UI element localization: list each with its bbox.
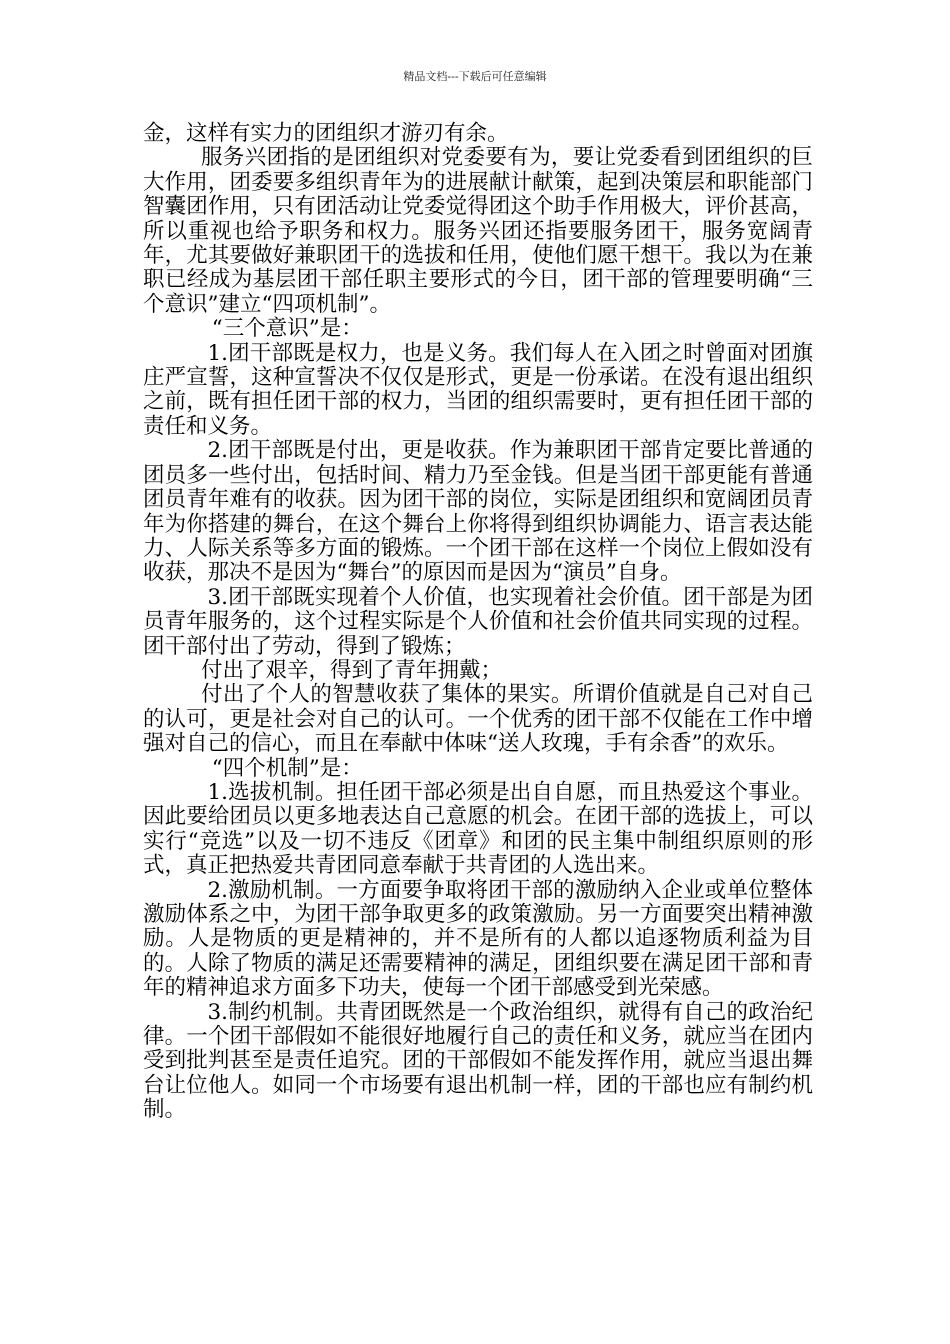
paragraph: 3.制约机制。共青团既然是一个政治组织，就得有自己的政治纪律。一个团干部假如不能很好地履行自己的责任和义务，就应当在团内受到批判甚至是责任追究。团的干部假如不能发挥作用，就应当退出舞台让位他人。如同一个市场要有退出机制一样，团的干部也应有制约机制。 xyxy=(143,999,813,1123)
paragraph: 1.选拔机制。担任团干部必须是出自自愿，而且热爱这个事业。因此要给团员以更多地表达自己意愿的机会。在团干部的选拔上，可以实行“竞选”以及一切不违反《团章》和团的民主集中制组织原则的形式，真正把热爱共青团同意奉献于共青团的人选出来。 xyxy=(143,779,813,879)
paragraph: 付出了个人的智慧收获了集体的果实。所谓价值就是自己对自己的认可，更是社会对自己的认可。一个优秀的团干部不仅能在工作中增强对自己的信心，而且在奉献中体味“送人玫瑰，手有余香”的欢乐。 xyxy=(143,682,813,757)
document-body xyxy=(143,122,813,1123)
section-heading: “四个机制”是： xyxy=(211,755,363,781)
page-header: 精品文档---下载后可任意编辑 xyxy=(403,70,547,83)
paragraph: 服务兴团指的是团组织对党委要有为，要让党委看到团组织的巨大作用，团委要多组织青年为的进展献计献策，起到决策层和职能部门智囊团作用，只有团活动让党委觉得团这个助手作用极大，评价甚高，所以重视也给予职务和权力。服务兴团还指要服务团干，服务宽阔青年，尤其要做好兼职团干的选拔和任用，使他们愿干想干。我以为在兼职已经成为基层团干部任职主要形式的今日，团干部的管理要明确“三个意识”建立“四项机制”。 xyxy=(143,145,813,317)
paragraph: 2.激励机制。一方面要争取将团干部的激励纳入企业或单位整体激励体系之中，为团干部争取更多的政策激励。另一方面要突出精神激励。人是物质的更是精神的，并不是所有的人都以追逐物质利益为目的。人除了物质的满足还需要精神的满足，团组织要在满足团干部和青年的精神追求方面多下功夫，使每一个团干部感受到光荣感。 xyxy=(143,877,813,1001)
paragraph: 付出了艰辛，得到了青年拥戴； xyxy=(201,657,503,683)
section-heading: “三个意识”是： xyxy=(211,316,363,342)
paragraph: 1.团干部既是权力，也是义务。我们每人在入团之时曾面对团旗庄严宣誓，这种宣誓决不仅仅是形式，更是一份承诺。在没有退出组织之前，既有担任团干部的权力，当团的组织需要时，更有担任团干部的责任和义务。 xyxy=(143,340,813,439)
paragraph: 2.团干部既是付出，更是收获。作为兼职团干部肯定要比普通的团员多一些付出，包括时间、精力乃至金钱。但是当团干部更能有普通团员青年难有的收获。因为团干部的岗位，实际是团组织和宽阔团员青年为你搭建的舞台，在这个舞台上你将得到组织协调能力、语言表达能力、人际关系等多方面的锻炼。一个团干部在这样一个岗位上假如没有收获，那决不是因为“舞台”的原因而是因为“演员”自身。 xyxy=(143,438,813,586)
paragraph: 3.团干部既实现着个人价值，也实现着社会价值。团干部是为团员青年服务的，这个过程实际是个人价值和社会价值共同实现的过程。团干部付出了劳动，得到了锻炼； xyxy=(143,584,813,659)
paragraph: 金，这样有实力的团组织才游刃有余。 xyxy=(143,121,509,146)
